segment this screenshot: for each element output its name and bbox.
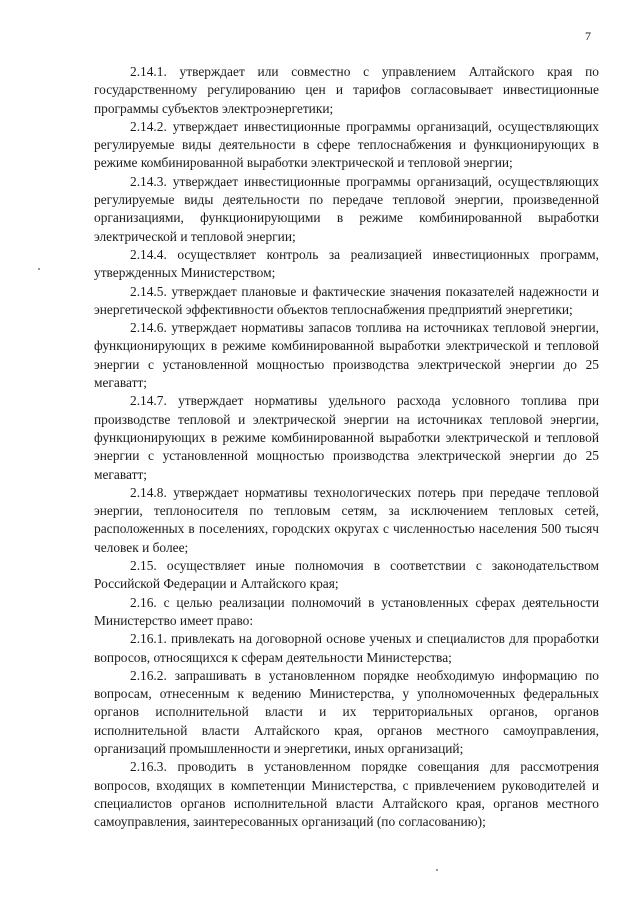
paragraph-2-14-8: 2.14.8. утверждает нормативы технологических потерь при передаче тепловой энергии, теплоносителя по тепловым сетям, за исключением тепловых сетей, расположенных в поселениях, городских округах с численностью населения 500 тысяч человек и более; (94, 484, 599, 555)
paragraph-2-14-5: 2.14.5. утверждает плановые и фактические значения показателей надежности и энергетической эффективности объектов теплоснабжения предприятий энергетики; (94, 283, 599, 317)
scan-speck (436, 869, 438, 871)
paragraph-2-14-6: 2.14.6. утверждает нормативы запасов топлива на источниках тепловой энергии, функционирующих в режиме комбинированной выработки электрической и тепловой энергии с установленной мощностью производства электрической энергии до 25 мегаватт; (94, 320, 599, 391)
paragraph-2-14-7: 2.14.7. утверждает нормативы удельного расхода условного топлива при производстве тепловой и электрической энергии на источниках тепловой энергии, функционирующих в режиме комбинированной выработки электрической и тепловой энергии с установленной мощностью производства электрической энергии до 25 мегаватт; (94, 393, 599, 482)
paragraph-2-16-3: 2.16.3. проводить в установленном порядке совещания для рассмотрения вопросов, входящих в компетенции Министерства, с привлечением руководителей и специалистов органов исполнительной власти Алтайского края, органов местного самоуправления, заинтересованных организаций (по согласованию); (94, 759, 599, 830)
paragraph-2-14-3: 2.14.3. утверждает инвестиционные программы организаций, осуществляющих регулируемые виды деятельности по передаче тепловой энергии, произведенной организациями, функционирующими в режиме комбинированной выработки электрической и тепловой энергии; (94, 173, 599, 244)
scan-speck (38, 268, 40, 270)
paragraph-2-14-2: 2.14.2. утверждает инвестиционные программы организаций, осуществляющих регулируемые виды деятельности в сфере теплоснабжения и функционирующих в режиме комбинированной выработки электрической и тепловой энергии; (94, 118, 599, 171)
paragraph-2-16-2: 2.16.2. запрашивать в установленном порядке необходимую информацию по вопросам, отнесенным к ведению Министерства, у уполномоченных федеральных органов исполнительной власти и их территориальных органов, органов исполнительной власти Алтайского края, органов местного самоуправления, организаций промышленности и энергетики, иных организаций; (94, 667, 599, 756)
document-body (94, 63, 599, 831)
paragraph-2-14-4: 2.14.4. осуществляет контроль за реализацией инвестиционных программ, утвержденных Министерством; (94, 246, 599, 281)
paragraph-2-16-1: 2.16.1. привлекать на договорной основе ученых и специалистов для проработки вопросов, относящихся к сферам деятельности Министерства; (94, 631, 599, 665)
paragraph-2-15: 2.15. осуществляет иные полномочия в соответствии с законодательством Российской Федерации и Алтайского края; (94, 558, 599, 592)
page-number: 7 (585, 29, 591, 43)
paragraph-2-16: 2.16. с целью реализации полномочий в установленных сферах деятельности Министерство имеет право: (94, 594, 599, 628)
paragraph-2-14-1: 2.14.1. утверждает или совместно с управлением Алтайского края по государственному регулированию цен и тарифов согласовывает инвестиционные программы субъектов электроэнергетики; (94, 64, 599, 116)
